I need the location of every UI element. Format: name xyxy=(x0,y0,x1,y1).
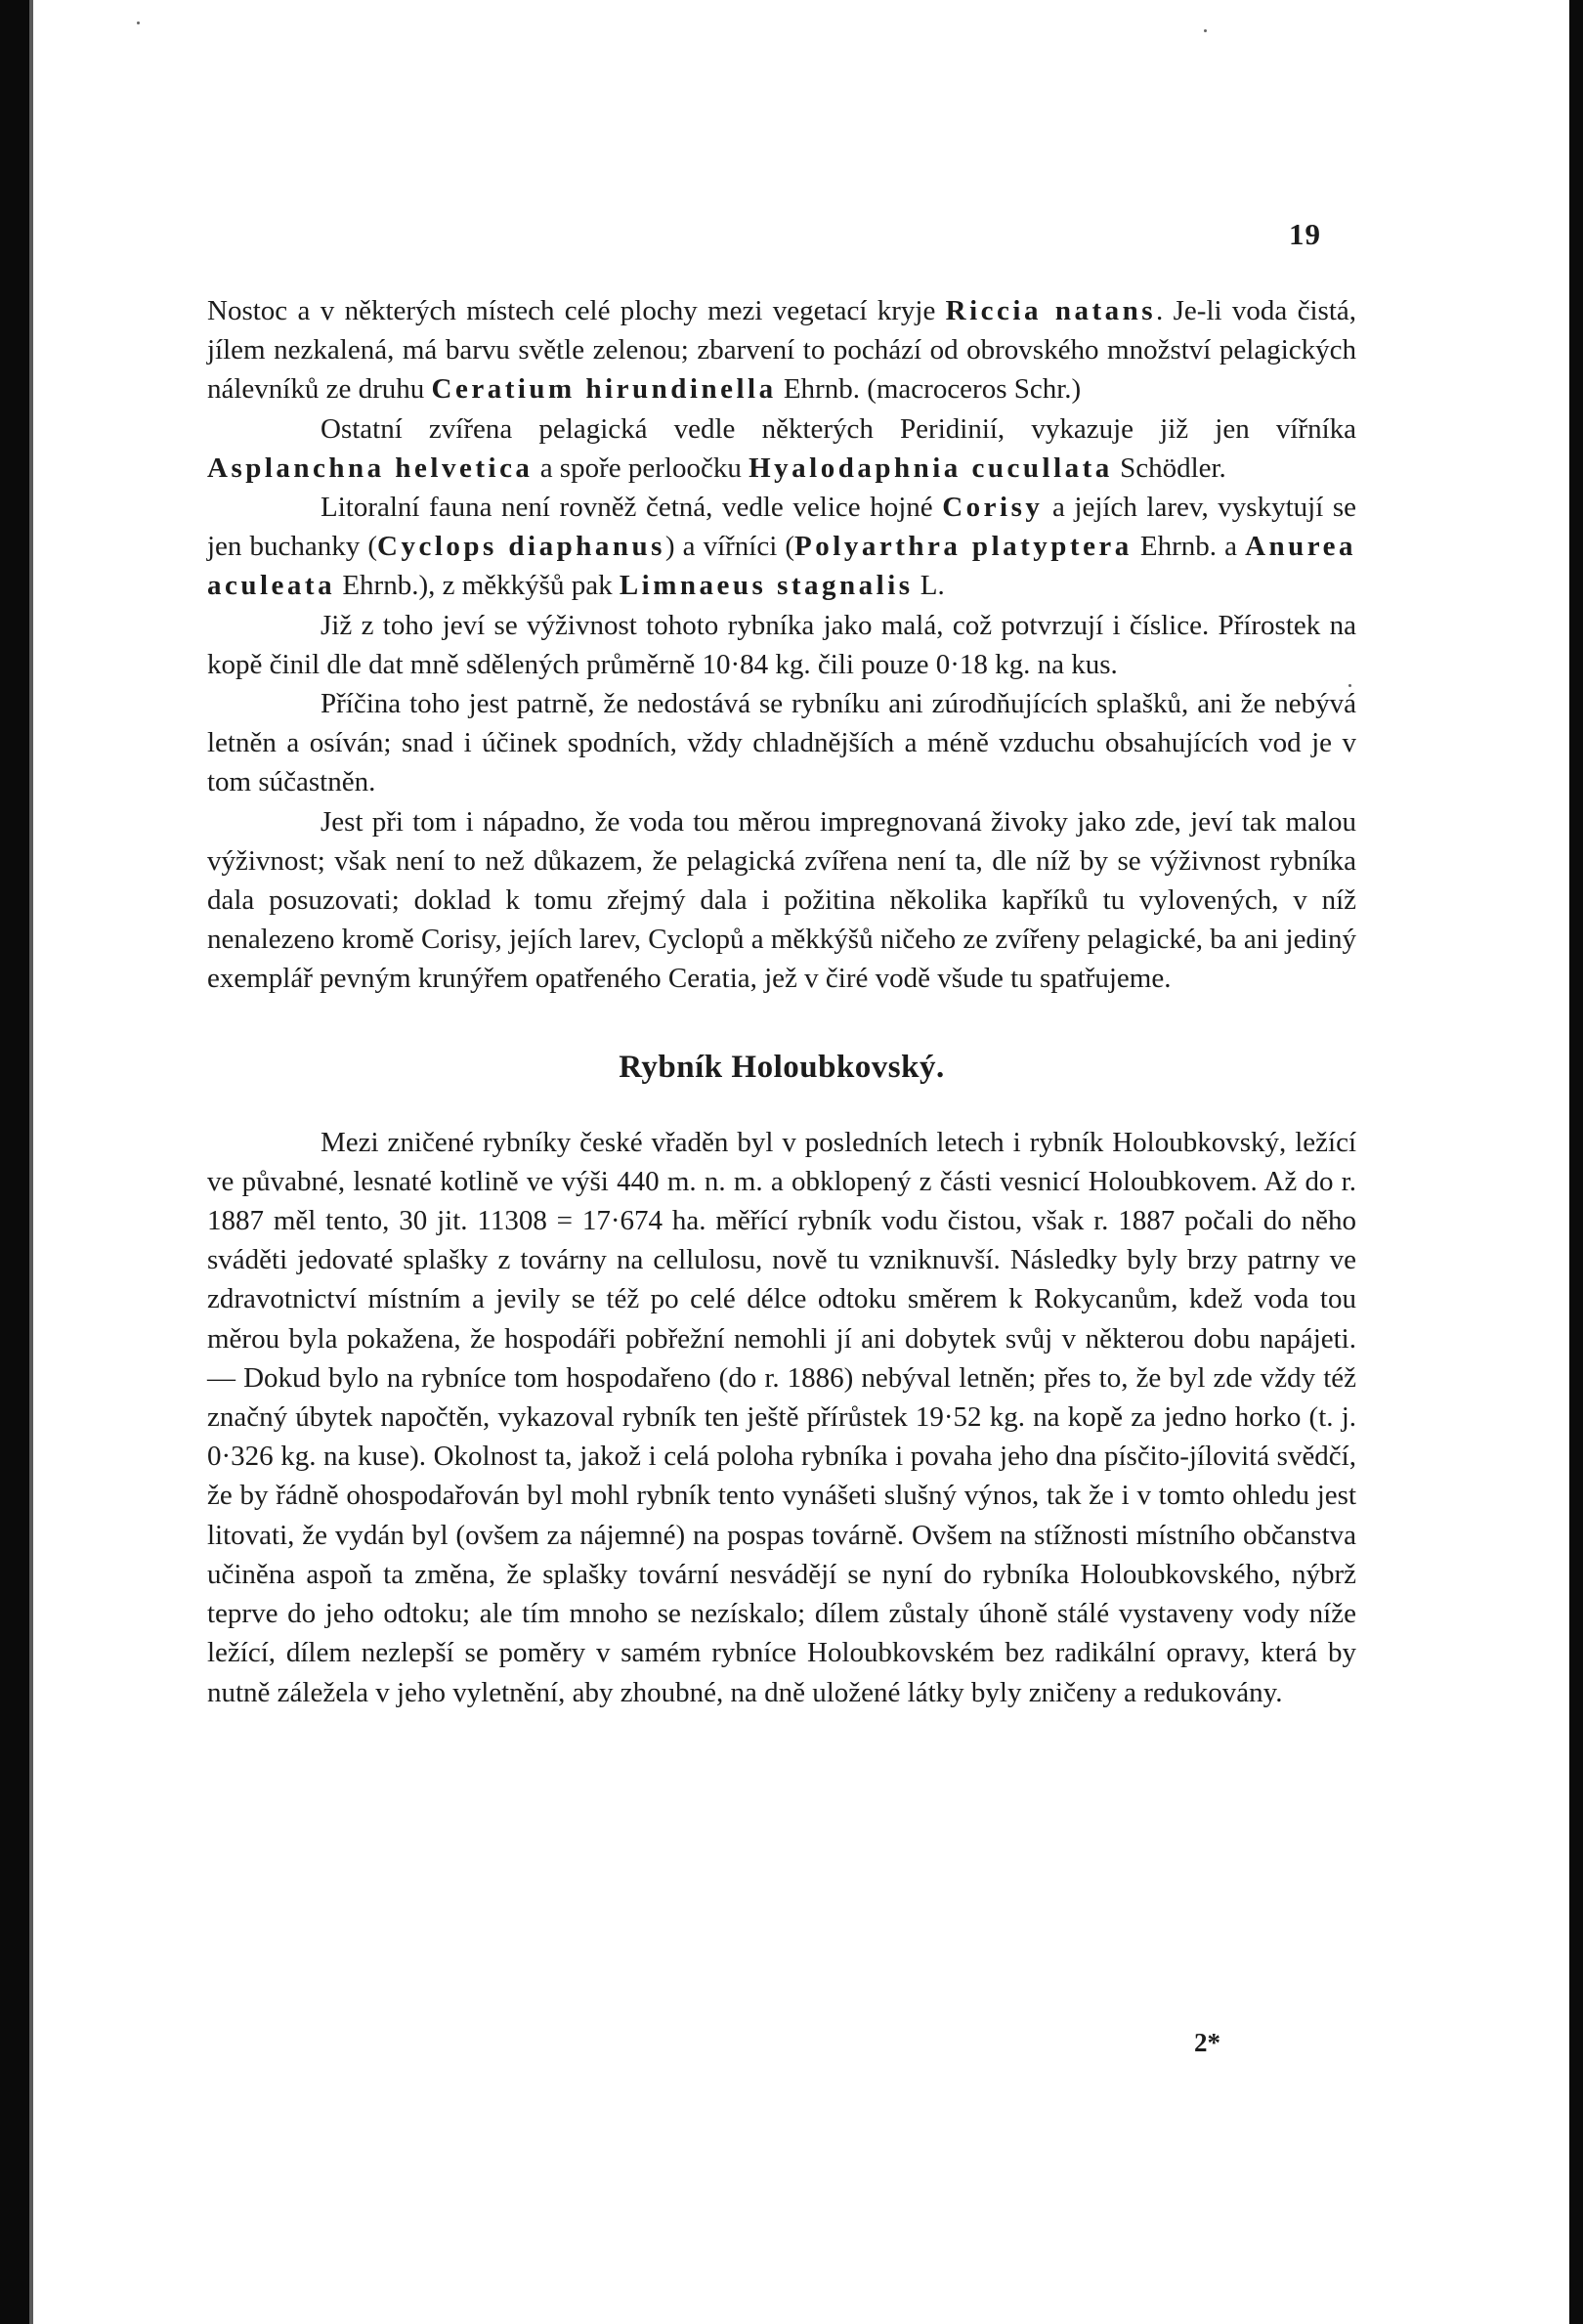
scan-right-border xyxy=(1569,0,1583,2324)
paragraph-nutrition: Již z toho jeví se výživnost tohoto rybníka jako malá, což potvrzují i číslice. Přírostek na kopě činil dle dat mně sdělených průměrně 10·84 kg. čili pouze 0·18 kg. na kus. xyxy=(207,609,1356,680)
paragraph-litoral-fauna: Litoralní fauna není rovněž četná, vedle velice hojné Corisy a jejích larev, vyskytují se jen buchanky (Cyclops diaphanus) a vířníci (Polyarthra platyptera Ehrnb. a Anurea aculeata Ehrnb.), z měkkýšů pak Limnaeus stagnalis L. xyxy=(207,492,1356,602)
paragraph-holoubkov: Mezi zničené rybníky české vřaděn byl v posledních letech i rybník Holoubkovský, ležící ve půvabné, lesnaté kotlině ve výši 440 m. n. m. a obklopený z části vesnicí Holoubkovem. Až do r. 1887 měl tento, 30 jit. 11308 = 17·674 ha. měřící rybník vodu čistou, však r. 1887 počali do něho sváděti jedovaté splašky z továrny na cellulosu, nově tu vzniknuvší. Následky byly brzy patrny ve zdravotnictví místním a jevily se též po celé délce odtoku směrem k Rokycanům, kdež voda tou měrou byla pokažena, že hospodáři pobřežní nemohli jí ani dobytek svůj v některou dobu napájeti. — Dokud bylo na rybníce tom hospodařeno (do r. 1886) nebýval letněn; přes to, že byl zde vždy též značný úbytek napočtěn, vykazoval rybník ten ještě přírůstek 19·52 kg. na kopě za jedno horko (t. j. 0·326 kg. na kuse). Okolnost ta, jakož i celá poloha rybníka i povaha jeho dna písčito-jílovitá svědčí, že by řádně ohospodařován byl mohl rybník tento vynášeti slušný výnos, tak že i v tomto ohledu jest litovati, že vydán byl (ovšem za nájemné) na pospas továrně. Ovšem na stížnosti místního občanstva učiněna aspoň ta změna, že splašky tovární nesvádějí se nyní do rybníka Holoubkovského, nýbrž teprve do jeho odtoku; ale tím mnoho se nezískalo; dílem zůstaly úhoně stálé vystaveny vody níže ležící, dílem nezlepší se poměry v samém rybníce Holoubkovském bez radikální opravy, která by nutně záležela v jeho vyletnění, aby zhoubné, na dně uložené látky byly zničeny a redukovány. xyxy=(207,1126,1356,1708)
page-number: 19 xyxy=(1289,217,1321,251)
scan-left-border xyxy=(0,0,29,2324)
signature-mark: 2* xyxy=(1194,2028,1220,2057)
paragraph-pelagic-fauna: Ostatní zvířena pelagická vedle některých Peridinií, vykazuje již jen vířníka Asplanchna helvetica a spoře perloočku Hyalodaphnia cucullata Schödler. xyxy=(207,412,1356,484)
species-name: Asplanchna helvetica xyxy=(207,452,534,484)
species-name: Limnaeus stagnalis xyxy=(619,570,914,602)
species-name: Riccia natans xyxy=(945,295,1157,326)
species-name: Hyalodaphnia cucullata xyxy=(749,452,1113,484)
species-name: Cyclops diaphanus xyxy=(377,531,665,563)
paragraph-notable: Jest při tom i nápadno, že voda tou měrou impregnovaná živoky jako zde, jeví tak malou výživnost; však není to než důkazem, že pelagická zvířena není ta, dle níž by se výživnost rybníka dala posuzovati; doklad k tomu zřejmý dala i požitina několika kapříků tu vylovených, v níž nenalezeno kromě Corisy, jejích larev, Cyclopů a měkkýšů ničeho ze zvířeny pelagické, ba ani jediný exemplář pevným krunýřem opatřeného Ceratia, jež v čiré vodě všude tu spatřujeme. xyxy=(207,805,1356,995)
species-name: Polyarthra platyptera xyxy=(794,531,1133,563)
species-name: Ceratium hirundinella xyxy=(431,373,777,406)
scan-left-border-edge xyxy=(29,0,33,2324)
species-name: Anurea aculeata xyxy=(207,531,1356,602)
paragraph-cause: Příčina toho jest patrně, že nedostává se rybníku ani zúrodňujících splašků, ani že nebývá letněn a osíván; snad i účinek spodních, vždy chladnějších a méně vzduchu obsahujících vod je v tom súčastněn. xyxy=(207,688,1356,798)
scan-speck xyxy=(1204,29,1207,32)
species-name: Corisy xyxy=(942,492,1044,524)
paragraph-nostoc: Nostoc a v některých místech celé plochy mezi vegetací kryje Riccia natans. Je-li voda čistá, jílem nezkalená, má barvu světle zelenou; zbarvení to pochází od obrovského množství pelagických nálevníků ze druhu Ceratium hirundinella Ehrnb. (macroceros Schr.) xyxy=(207,295,1357,406)
scan-speck xyxy=(137,22,140,24)
section-heading: Rybník Holoubkovský. xyxy=(619,1049,945,1085)
page-body xyxy=(207,291,1356,1712)
